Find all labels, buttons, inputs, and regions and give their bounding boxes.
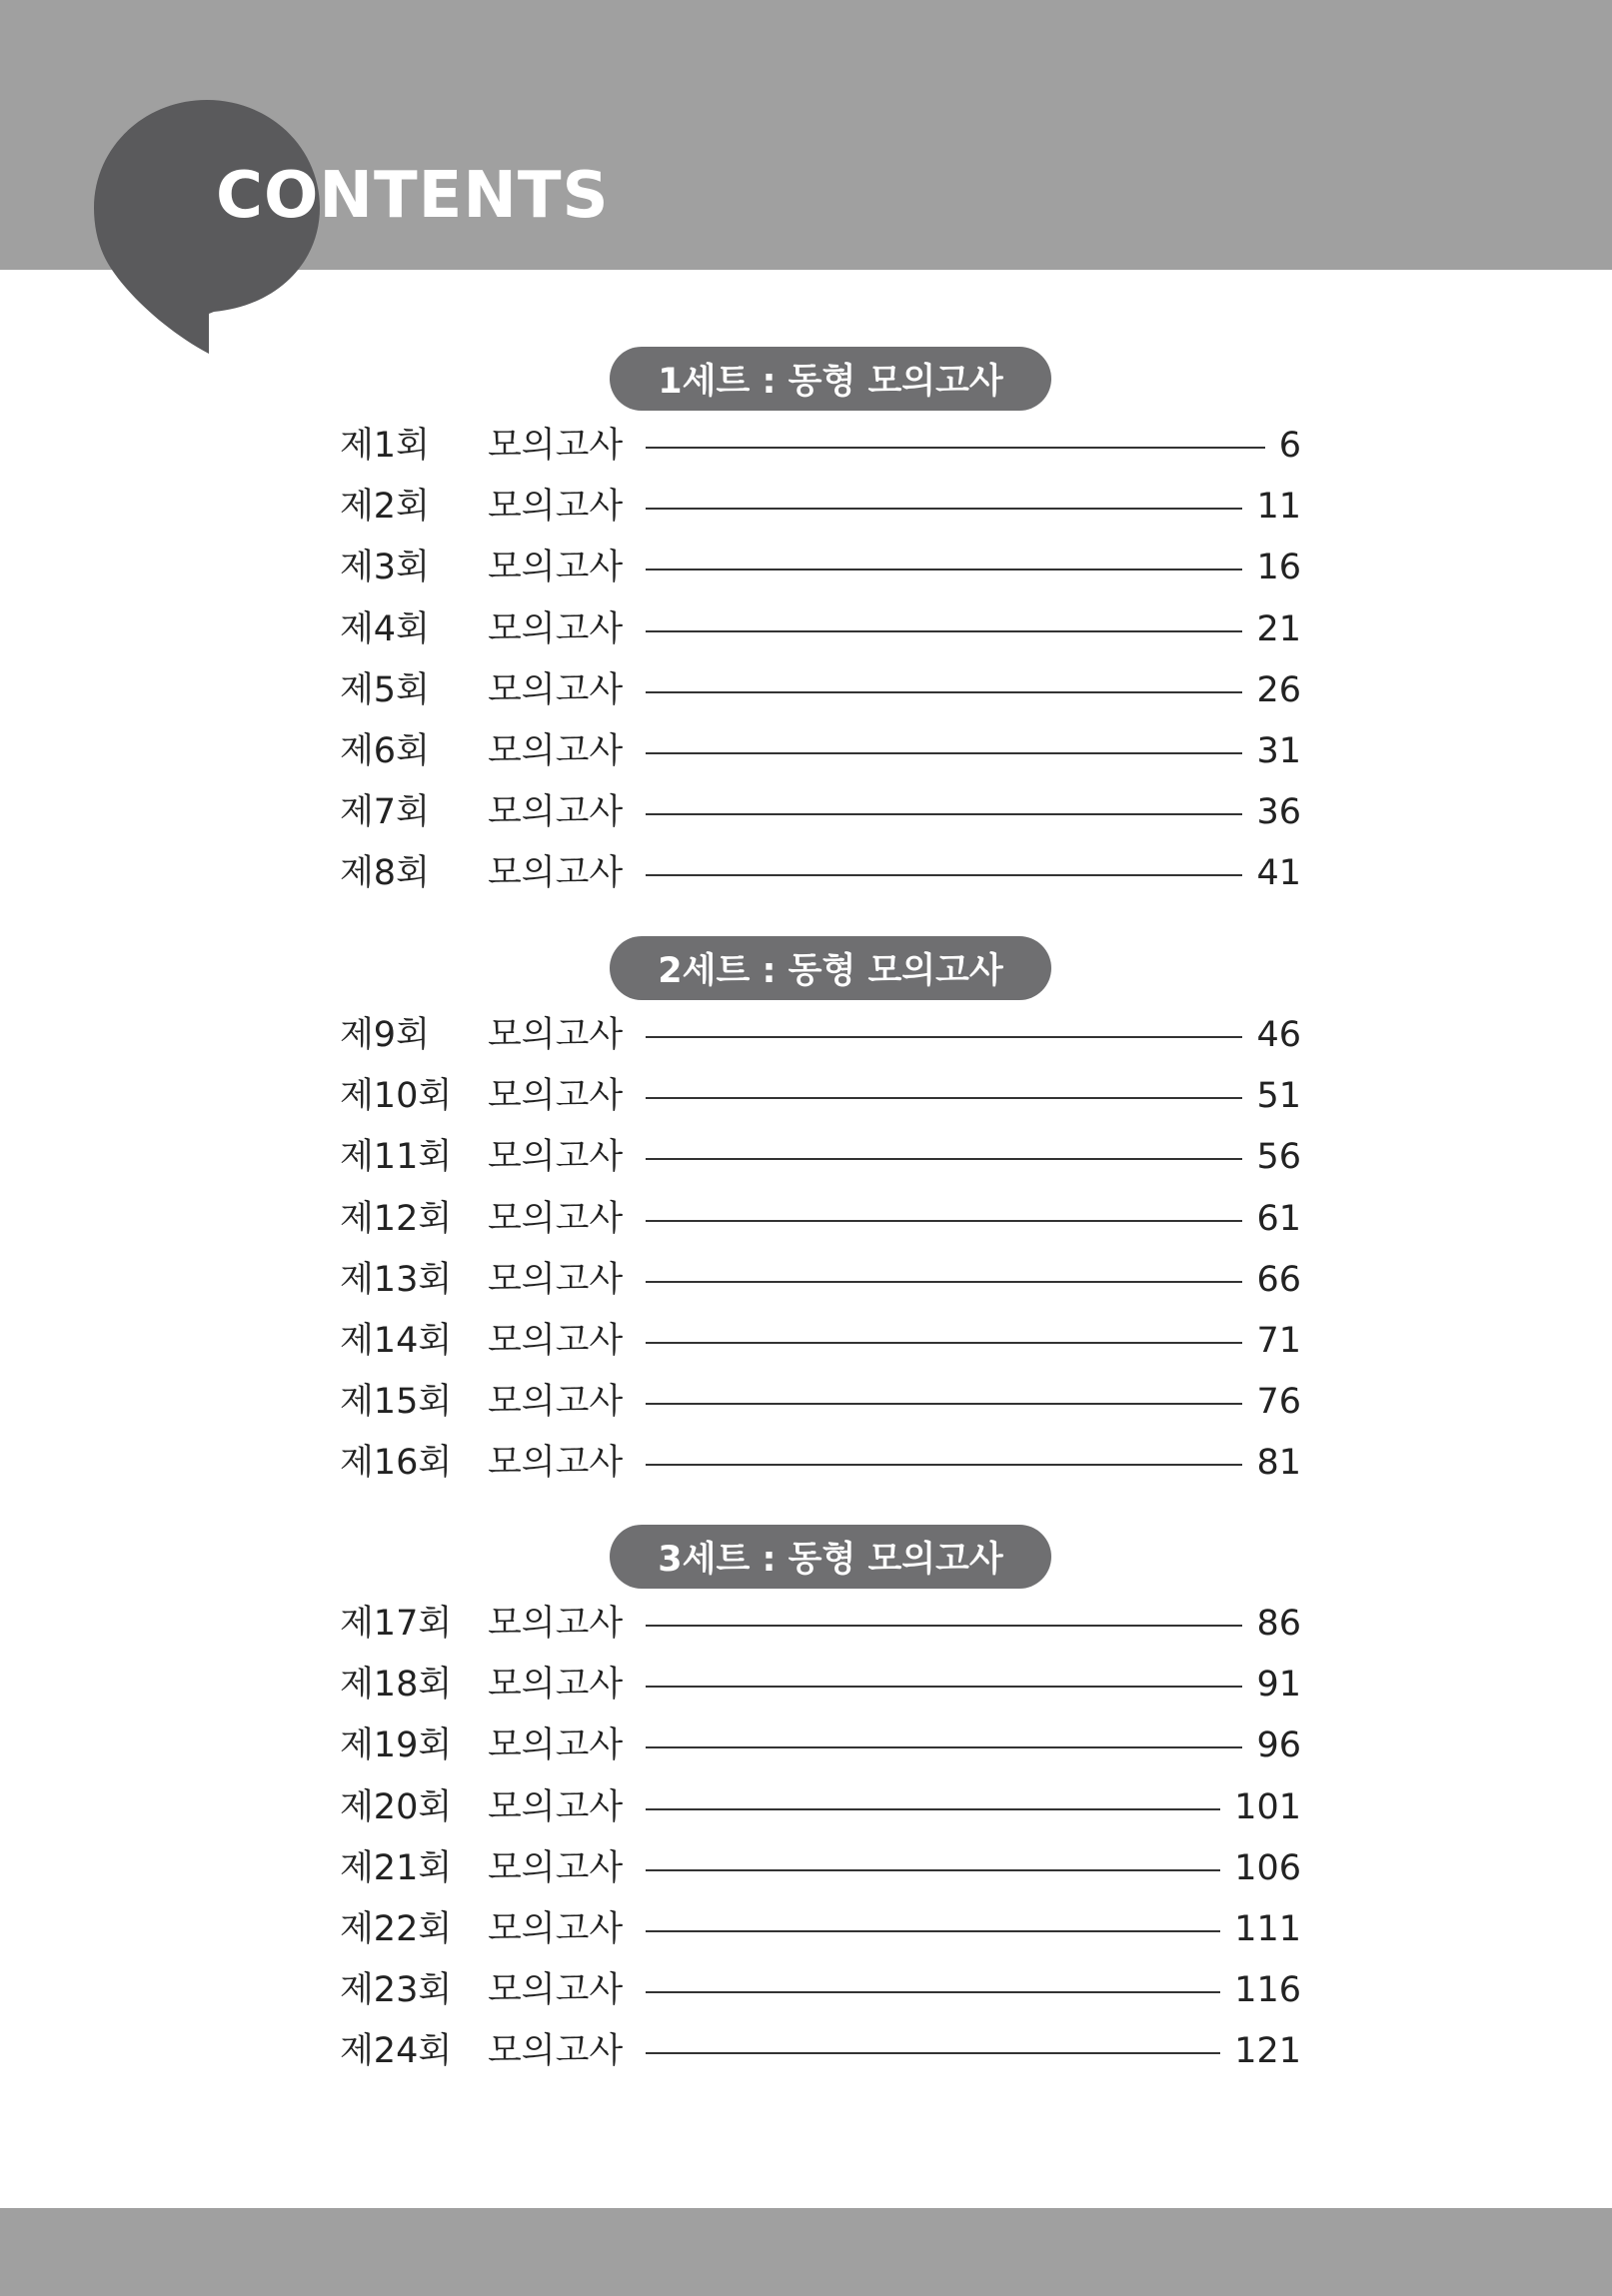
row-title: 모의고사 [488, 1382, 624, 1422]
toc-row[interactable] [340, 485, 1301, 529]
page-number: 26 [1256, 670, 1301, 710]
toc-row[interactable] [340, 424, 1301, 468]
row-number: 제21회 [340, 1848, 453, 1888]
row-title: 모의고사 [488, 1137, 624, 1177]
section-header: 1세트 : 동형 모의고사 [610, 347, 1051, 411]
toc-row[interactable] [340, 1785, 1301, 1829]
toc-row[interactable] [340, 1258, 1301, 1302]
page-number: 66 [1256, 1260, 1301, 1300]
page-number: 6 [1278, 426, 1301, 466]
row-title: 모의고사 [488, 1076, 624, 1116]
leader-line [646, 691, 1242, 693]
page-number: 36 [1256, 792, 1301, 832]
page-number: 71 [1256, 1321, 1301, 1361]
row-number: 제15회 [340, 1382, 453, 1422]
page-number: 121 [1234, 2031, 1301, 2071]
page-number: 31 [1256, 731, 1301, 771]
row-title: 모의고사 [488, 853, 624, 893]
row-number: 제23회 [340, 1970, 453, 2010]
toc-row[interactable] [340, 851, 1301, 895]
toc-row[interactable] [340, 1074, 1301, 1118]
row-number: 제17회 [340, 1604, 453, 1644]
row-number: 제3회 [340, 548, 430, 587]
leader-line [646, 1869, 1220, 1871]
row-title: 모의고사 [488, 1970, 624, 2010]
page-number: 11 [1256, 487, 1301, 527]
toc-row[interactable] [340, 1013, 1301, 1057]
leader-line [646, 1808, 1220, 1810]
page-number: 111 [1234, 1909, 1301, 1949]
row-title: 모의고사 [488, 1909, 624, 1949]
row-title: 모의고사 [488, 548, 624, 587]
page-number: 41 [1256, 853, 1301, 893]
page-number: 106 [1234, 1848, 1301, 1888]
leader-line [646, 1097, 1242, 1099]
leader-line [646, 1281, 1242, 1283]
row-number: 제9회 [340, 1015, 430, 1055]
row-title: 모의고사 [488, 792, 624, 832]
leader-line [646, 1220, 1242, 1222]
row-title: 모의고사 [488, 670, 624, 710]
toc-row[interactable] [340, 546, 1301, 589]
row-title: 모의고사 [488, 426, 624, 466]
row-number: 제2회 [340, 487, 430, 527]
page-number: 21 [1256, 609, 1301, 649]
toc-row[interactable] [340, 1663, 1301, 1707]
leader-line [646, 447, 1265, 449]
row-title: 모의고사 [488, 1443, 624, 1483]
row-number: 제19회 [340, 1725, 453, 1765]
section-header: 3세트 : 동형 모의고사 [610, 1525, 1051, 1589]
row-number: 제10회 [340, 1076, 453, 1116]
page-number: 76 [1256, 1382, 1301, 1422]
leader-line [646, 1991, 1220, 1993]
leader-line [646, 813, 1242, 815]
row-number: 제24회 [340, 2031, 453, 2071]
row-number: 제7회 [340, 792, 430, 832]
page-number: 86 [1256, 1604, 1301, 1644]
page-number: 101 [1234, 1787, 1301, 1827]
toc-row[interactable] [340, 1380, 1301, 1424]
row-title: 모의고사 [488, 1604, 624, 1644]
page-number: 116 [1234, 1970, 1301, 2010]
row-number: 제1회 [340, 426, 430, 466]
row-number: 제13회 [340, 1260, 453, 1300]
row-number: 제14회 [340, 1321, 453, 1361]
leader-line [646, 1158, 1242, 1160]
toc-row[interactable] [340, 1846, 1301, 1890]
toc-row[interactable] [340, 2029, 1301, 2073]
page-number: 96 [1256, 1725, 1301, 1765]
leader-line [646, 1930, 1220, 1932]
toc-row[interactable] [340, 1197, 1301, 1241]
leader-line [646, 1036, 1242, 1038]
page-number: 81 [1256, 1443, 1301, 1483]
row-title: 모의고사 [488, 1260, 624, 1300]
leader-line [646, 630, 1242, 632]
leader-line [646, 508, 1242, 510]
leader-line [646, 1403, 1242, 1405]
page-number: 46 [1256, 1015, 1301, 1055]
page-number: 51 [1256, 1076, 1301, 1116]
row-number: 제8회 [340, 853, 430, 893]
toc-row[interactable] [340, 729, 1301, 773]
row-number: 제12회 [340, 1199, 453, 1239]
section-header: 2세트 : 동형 모의고사 [610, 936, 1051, 1000]
row-number: 제4회 [340, 609, 430, 649]
row-number: 제22회 [340, 1909, 453, 1949]
toc-row[interactable] [340, 1319, 1301, 1363]
toc-row[interactable] [340, 790, 1301, 834]
leader-line [646, 569, 1242, 571]
toc-row[interactable] [340, 1135, 1301, 1179]
leader-line [646, 1686, 1242, 1688]
leader-line [646, 874, 1242, 876]
toc-row[interactable] [340, 1907, 1301, 1951]
row-number: 제16회 [340, 1443, 453, 1483]
row-title: 모의고사 [488, 2031, 624, 2071]
leader-line [646, 1625, 1242, 1627]
row-title: 모의고사 [488, 1321, 624, 1361]
leader-line [646, 1464, 1242, 1466]
row-title: 모의고사 [488, 1787, 624, 1827]
row-title: 모의고사 [488, 1725, 624, 1765]
leader-line [646, 1342, 1242, 1344]
toc-row[interactable] [340, 1723, 1301, 1767]
row-number: 제18회 [340, 1665, 453, 1705]
row-title: 모의고사 [488, 1665, 624, 1705]
page-number: 16 [1256, 548, 1301, 587]
page-number: 91 [1256, 1665, 1301, 1705]
leader-line [646, 1746, 1242, 1748]
row-number: 제6회 [340, 731, 430, 771]
toc-row[interactable] [340, 1602, 1301, 1646]
row-number: 제11회 [340, 1137, 453, 1177]
leader-line [646, 752, 1242, 754]
row-title: 모의고사 [488, 1199, 624, 1239]
page-title: CONTENTS [216, 159, 610, 233]
footer-band [0, 2208, 1612, 2296]
toc-row[interactable] [340, 668, 1301, 712]
row-title: 모의고사 [488, 1015, 624, 1055]
page-number: 56 [1256, 1137, 1301, 1177]
toc-row[interactable] [340, 1441, 1301, 1485]
row-number: 제5회 [340, 670, 430, 710]
row-title: 모의고사 [488, 609, 624, 649]
row-number: 제20회 [340, 1787, 453, 1827]
leader-line [646, 2052, 1220, 2054]
row-title: 모의고사 [488, 731, 624, 771]
toc-row[interactable] [340, 607, 1301, 651]
row-title: 모의고사 [488, 487, 624, 527]
toc-row[interactable] [340, 1968, 1301, 2012]
row-title: 모의고사 [488, 1848, 624, 1888]
page-number: 61 [1256, 1199, 1301, 1239]
